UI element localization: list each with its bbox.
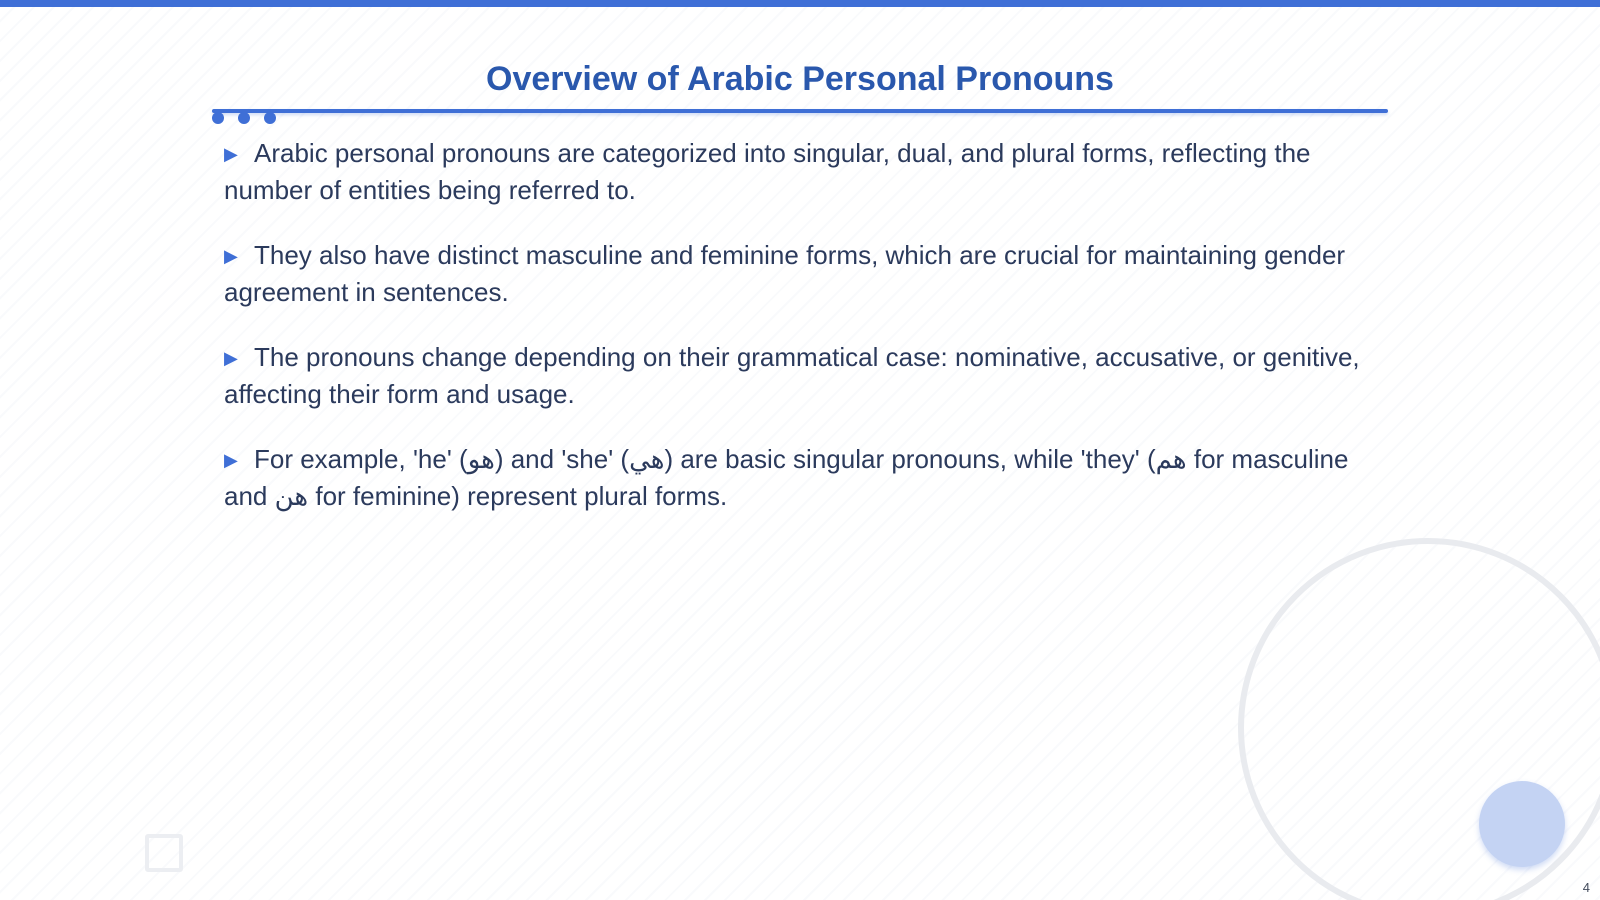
underline-dot (212, 112, 224, 124)
bullet-list (224, 135, 1384, 543)
triangle-bullet-icon: ▶ (224, 450, 238, 470)
bullet-item (224, 339, 1384, 412)
slide-title: Overview of Arabic Personal Pronouns (486, 60, 1114, 98)
title-underline (212, 109, 1388, 113)
bullet-item (224, 237, 1384, 310)
decorative-square (145, 834, 183, 872)
triangle-bullet-icon: ▶ (224, 246, 238, 266)
decorative-circle (1479, 781, 1565, 867)
bullet-text: Arabic personal pronouns are categorized into singular, dual, and plural forms, reflecting the number of entities being referred to. (224, 138, 1311, 205)
bullet-text: They also have distinct masculine and feminine forms, which are crucial for maintaining gender agreement in sentences. (224, 240, 1346, 307)
underline-dot (238, 112, 250, 124)
bullet-item (224, 441, 1384, 514)
bullet-text: For example, 'he' (هو) and 'she' (هي) are basic singular pronouns, while 'they' (هم for masculine and هن for feminine) represent plural forms. (224, 444, 1349, 511)
bullet-item (224, 135, 1384, 208)
page-number: 4 (1582, 880, 1590, 895)
top-accent-bar (0, 0, 1600, 7)
triangle-bullet-icon: ▶ (224, 144, 238, 164)
underline-dot (264, 112, 276, 124)
triangle-bullet-icon: ▶ (224, 348, 238, 368)
bullet-text: The pronouns change depending on their grammatical case: nominative, accusative, or genitive, affecting their form and usage. (224, 342, 1360, 409)
